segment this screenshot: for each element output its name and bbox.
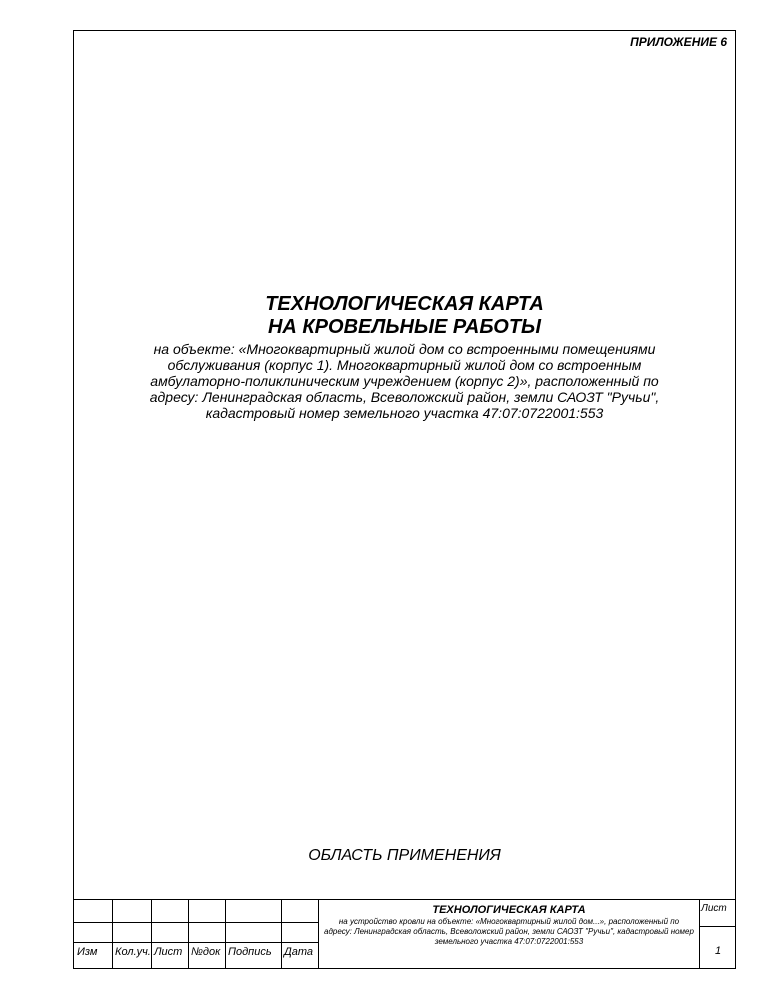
document-title-line-1: ТЕХНОЛОГИЧЕСКАЯ КАРТА	[265, 293, 544, 315]
stamp-divider	[151, 900, 152, 968]
stamp-col-revision: Изм	[77, 946, 98, 958]
page-frame	[73, 30, 736, 969]
stamp-divider	[699, 900, 700, 968]
scope-heading: ОБЛАСТЬ ПРИМЕНЕНИЯ	[308, 847, 501, 864]
stamp-col-date: Дата	[284, 946, 314, 958]
stamp-divider	[225, 900, 226, 968]
stamp-divider	[318, 900, 319, 968]
stamp-sheet-number: 1	[714, 945, 722, 957]
stamp-sheet-label: Лист	[701, 903, 727, 914]
stamp-divider	[112, 900, 113, 968]
stamp-col-quantity: Кол.уч.	[115, 946, 151, 958]
stamp-subtitle: на устройство кровли на объекте: «Многоквартирный жилой дом...», расположенный по адресу: Ленинградская область, Всеволожский район, земли САОЗТ "Ручьи", кадастровый номер земельного участка 47:07:0722001:553	[324, 917, 694, 946]
document-title-block	[74, 293, 735, 421]
stamp-divider	[699, 926, 735, 927]
stamp-title-block	[320, 904, 698, 947]
stamp-divider	[281, 900, 282, 968]
stamp-col-signature: Подпись	[228, 946, 272, 958]
stamp-divider	[74, 922, 318, 923]
stamp-title: ТЕХНОЛОГИЧЕСКАЯ КАРТА	[432, 904, 586, 916]
stamp-col-sheet: Лист	[154, 946, 183, 958]
document-subtitle: на объекте: «Многоквартирный жилой дом со встроенными помещениями обслуживания (корпус 1). Многоквартирный жилой дом со встроенным амбулаторно-поликлиническим учреждением (корпус 2)», расположенный по адресу: Ленинградская область, Всеволожский район, земли САОЗТ "Ручьи", кадастровый номер земельного участка 47:07:0722001:553	[149, 341, 660, 421]
title-block-stamp	[74, 899, 735, 968]
stamp-col-doc-number: №док	[191, 946, 221, 958]
stamp-divider	[188, 900, 189, 968]
appendix-label: ПРИЛОЖЕНИЕ 6	[630, 35, 727, 49]
stamp-divider	[74, 942, 318, 943]
document-title-line-2: НА КРОВЕЛЬНЫЕ РАБОТЫ	[267, 316, 542, 338]
